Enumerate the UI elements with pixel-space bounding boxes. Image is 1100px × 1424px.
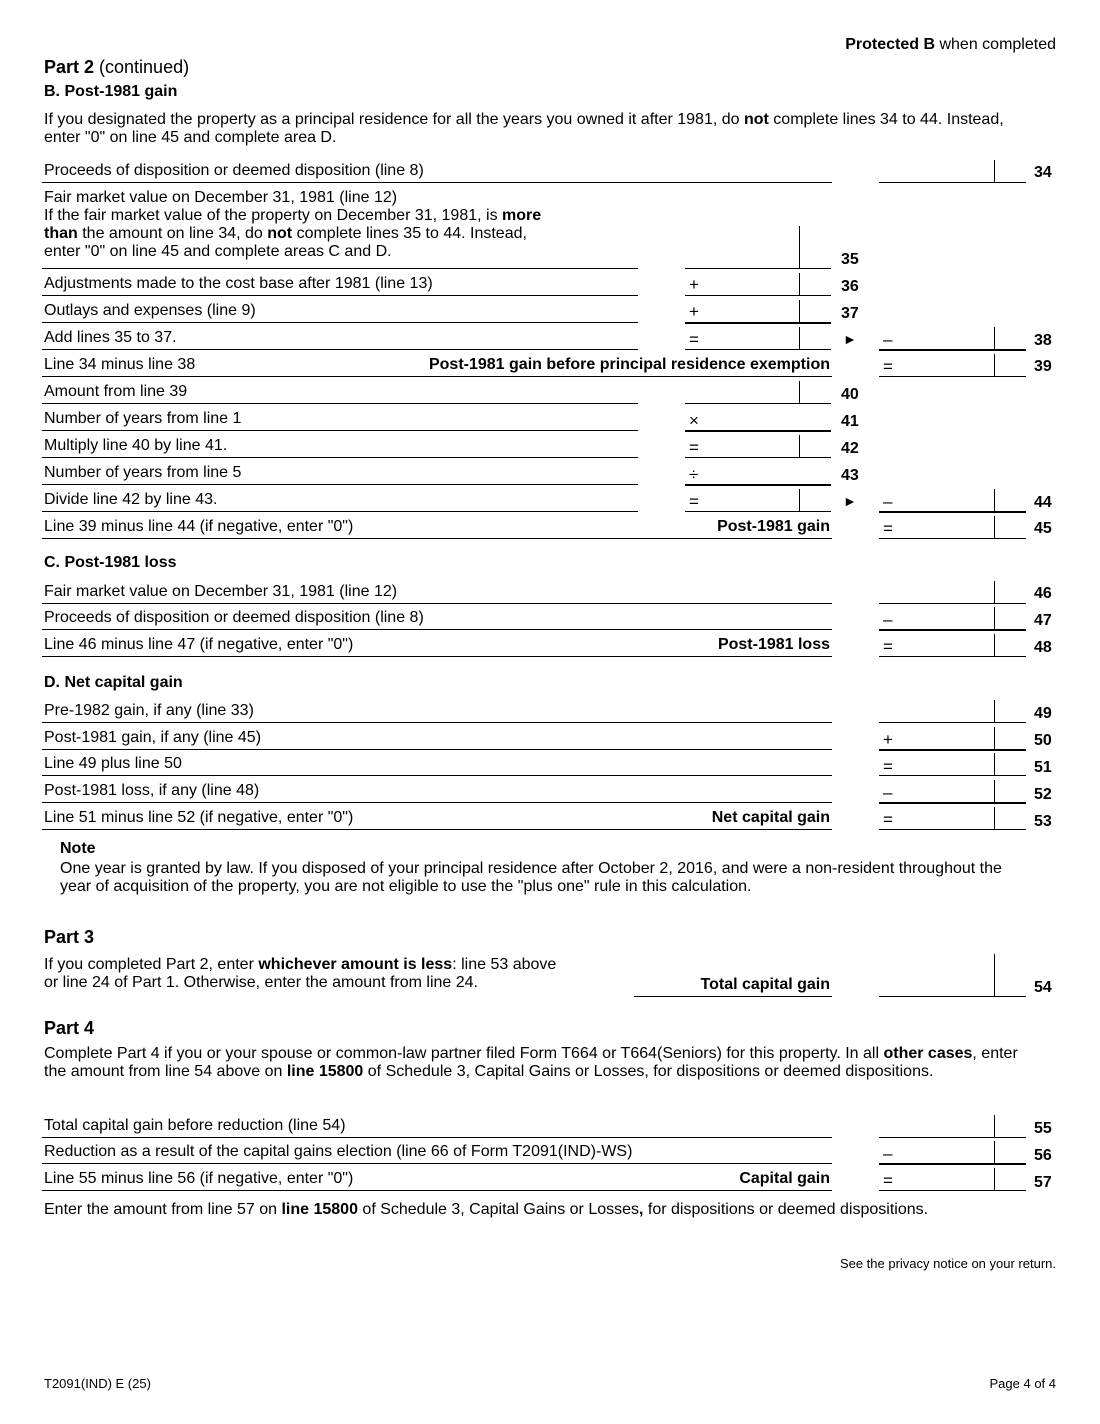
line-44-subtotal-field[interactable] <box>685 489 831 512</box>
line-45-number: 45 <box>1034 520 1052 537</box>
post-1981-gain-before-exemption-label: Post-1981 gain before principal residence exemption <box>428 356 830 373</box>
minus-sign: – <box>883 492 893 511</box>
minus-sign: – <box>883 610 893 629</box>
part4-intro: Complete Part 4 if you or your spouse or common-law partner filed Form T664 or T664(Seniors) for this property. In all other cases, enter the amount from line 54 above on line 15800 of Schedule 3, Capital Gains or Losses, for dispositions or deemed dispositions. <box>44 1045 1018 1080</box>
line-43-field[interactable] <box>685 462 831 486</box>
form-identifier: T2091(IND) E (25) <box>44 1376 151 1391</box>
line-35-number: 35 <box>841 251 859 268</box>
post-1981-loss-label: Post-1981 loss <box>717 636 830 653</box>
line-48-field[interactable] <box>879 634 1026 657</box>
line-41-number: 41 <box>841 413 859 430</box>
equals-sign: = <box>883 1171 893 1190</box>
line-43-number: 43 <box>841 467 859 484</box>
total-capital-gain-label: Total capital gain <box>700 976 830 993</box>
section-b-heading: B. Post-1981 gain <box>44 83 178 100</box>
line-45-field[interactable] <box>879 516 1026 539</box>
multiply-sign: × <box>689 411 699 430</box>
line-57-number: 57 <box>1034 1174 1052 1191</box>
part2-title: Part 2 (continued) <box>44 57 190 77</box>
line-57-field[interactable] <box>879 1168 1026 1191</box>
line-57-label: Line 55 minus line 56 (if negative, enter "0") <box>44 1170 354 1187</box>
line-55-field[interactable] <box>879 1115 1026 1138</box>
note-text: One year is granted by law. If you disposed of your principal residence after October 2, 2016, and were a non-resident throughout the year of acquisition of the property, you are not eligible to use the "plus one" rule in this calculation. <box>60 860 1002 895</box>
line-47-number: 47 <box>1034 612 1052 629</box>
equals-sign: = <box>689 330 699 349</box>
minus-sign: – <box>883 1144 893 1163</box>
equals-sign: = <box>883 637 893 656</box>
line-41-field[interactable] <box>685 408 831 432</box>
line-51-number: 51 <box>1034 759 1052 776</box>
line-45-label: Line 39 minus line 44 (if negative, enter "0") <box>44 518 354 535</box>
equals-sign: = <box>689 438 699 457</box>
minus-sign: – <box>883 783 893 802</box>
equals-sign: = <box>883 810 893 829</box>
minus-sign: – <box>883 330 893 349</box>
line-56-label: Reduction as a result of the capital gains election (line 66 of Form T2091(IND)-WS) <box>44 1143 633 1160</box>
line-47-field[interactable] <box>879 607 1026 631</box>
line-48-number: 48 <box>1034 639 1052 656</box>
equals-sign: = <box>883 357 893 376</box>
final-instruction: Enter the amount from line 57 on line 15800 of Schedule 3, Capital Gains or Losses, for dispositions or deemed dispositions. <box>44 1201 929 1218</box>
line-34-number: 34 <box>1034 164 1052 181</box>
line-49-number: 49 <box>1034 705 1052 722</box>
line-54-label: If you completed Part 2, enter whichever amount is less: line 53 above or line 24 of Part 1. Otherwise, enter the amount from line 24. <box>44 956 557 991</box>
line-38-label: Add lines 35 to 37. <box>44 329 177 346</box>
line-40-label: Amount from line 39 <box>44 383 188 400</box>
line-42-field[interactable] <box>685 435 831 458</box>
line-51-field[interactable] <box>879 753 1026 776</box>
line-54-field[interactable] <box>879 954 1026 997</box>
line-50-field[interactable] <box>879 727 1026 751</box>
equals-sign: = <box>883 757 893 776</box>
section-b-intro: If you designated the property as a principal residence for all the years you owned it after 1981, do not complete lines 34 to 44. Instead, enter "0" on line 45 and complete area D. <box>44 111 1004 146</box>
line-44-number: 44 <box>1034 494 1052 511</box>
line-52-label: Post-1981 loss, if any (line 48) <box>44 782 260 799</box>
capital-gain-label: Capital gain <box>739 1170 830 1187</box>
line-40-number: 40 <box>841 386 859 403</box>
line-56-number: 56 <box>1034 1147 1052 1164</box>
line-49-label: Pre-1982 gain, if any (line 33) <box>44 702 254 719</box>
line-52-field[interactable] <box>879 780 1026 804</box>
line-55-number: 55 <box>1034 1120 1052 1137</box>
equals-sign: = <box>883 519 893 538</box>
note-heading: Note <box>60 840 96 857</box>
line-42-label: Multiply line 40 by line 41. <box>44 437 228 454</box>
protected-b-notice: Protected B when completed <box>845 36 1056 53</box>
privacy-notice: See the privacy notice on your return. <box>839 1256 1056 1271</box>
line-53-number: 53 <box>1034 813 1052 830</box>
part4-title: Part 4 <box>44 1018 95 1038</box>
line-56-field[interactable] <box>879 1141 1026 1165</box>
line-36-label: Adjustments made to the cost base after 1981 (line 13) <box>44 275 433 292</box>
section-c-heading: C. Post-1981 loss <box>44 554 177 571</box>
net-capital-gain-label: Net capital gain <box>711 809 830 826</box>
line-46-number: 46 <box>1034 585 1052 602</box>
line-49-field[interactable] <box>879 700 1026 723</box>
line-35-field[interactable] <box>685 226 831 269</box>
line-47-label: Proceeds of disposition or deemed disposition (line 8) <box>44 609 424 626</box>
section-d-heading: D. Net capital gain <box>44 674 183 691</box>
part3-title: Part 3 <box>44 927 95 947</box>
line-50-label: Post-1981 gain, if any (line 45) <box>44 729 262 746</box>
line-50-number: 50 <box>1034 732 1052 749</box>
line-55-label: Total capital gain before reduction (line 54) <box>44 1117 346 1134</box>
arrow-right-icon: ► <box>843 331 857 347</box>
line-46-label: Fair market value on December 31, 1981 (line 12) <box>44 583 398 600</box>
line-40-field[interactable] <box>685 381 831 404</box>
post-1981-gain-label: Post-1981 gain <box>717 518 830 535</box>
page-number: Page 4 of 4 <box>989 1376 1056 1391</box>
line-43-label: Number of years from line 5 <box>44 464 242 481</box>
line-54-number: 54 <box>1034 979 1052 996</box>
plus-sign: + <box>883 730 893 749</box>
line-37-number: 37 <box>841 305 859 322</box>
line-35-label: Fair market value on December 31, 1981 (line 12) If the fair market value of the property on December 31, 1981, is more than the amount on line 34, do not complete lines 35 to 44. Instead, enter "0" on line 45 and complete areas C and D. <box>44 189 542 260</box>
line-38-number: 38 <box>1034 332 1052 349</box>
line-39-label: Line 34 minus line 38 <box>44 356 196 373</box>
line-52-number: 52 <box>1034 786 1052 803</box>
line-38-subtotal-field[interactable] <box>685 327 831 350</box>
line-36-field[interactable] <box>685 273 831 296</box>
arrow-right-icon: ► <box>843 493 857 509</box>
line-53-label: Line 51 minus line 52 (if negative, enter "0") <box>44 809 354 826</box>
line-53-field[interactable] <box>879 807 1026 830</box>
divide-sign: ÷ <box>689 465 699 484</box>
line-44-label: Divide line 42 by line 43. <box>44 491 218 508</box>
line-51-label: Line 49 plus line 50 <box>44 755 182 772</box>
line-39-field[interactable] <box>879 354 1026 377</box>
line-41-label: Number of years from line 1 <box>44 410 242 427</box>
line-37-label: Outlays and expenses (line 9) <box>44 302 256 319</box>
line-34-label: Proceeds of disposition or deemed disposition (line 8) <box>44 162 424 179</box>
line-36-number: 36 <box>841 278 859 295</box>
line-37-field[interactable] <box>685 300 831 324</box>
line-48-label: Line 46 minus line 47 (if negative, enter "0") <box>44 636 354 653</box>
line-39-number: 39 <box>1034 358 1052 375</box>
equals-sign: = <box>689 492 699 511</box>
line-44-field[interactable] <box>879 489 1026 513</box>
plus-sign: + <box>689 302 699 321</box>
line-46-field[interactable] <box>879 581 1026 604</box>
line-42-number: 42 <box>841 440 859 457</box>
line-34-field[interactable] <box>879 160 1026 183</box>
line-38-field[interactable] <box>879 327 1026 351</box>
plus-sign: + <box>689 275 699 294</box>
